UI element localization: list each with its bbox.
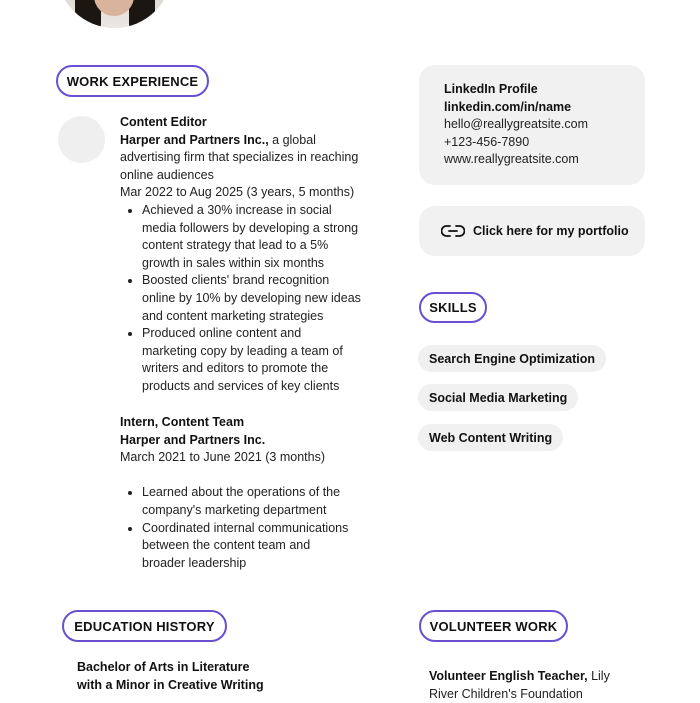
achievement-item: • Coordinated internal communications between the content team and broader leadership [142, 520, 370, 573]
achievement-item: • Boosted clients' brand recognition online by 10% by developing new ideas and content marketing strategies [142, 272, 370, 325]
job-company: Harper and Partners Inc., [120, 132, 269, 147]
website-url[interactable]: www.reallygreatsite.com [444, 152, 579, 167]
link-icon [441, 224, 465, 238]
job-company-desc-line: advertising firm that specializes in reaching [120, 150, 359, 165]
contact-card [419, 65, 645, 185]
phone-number: +123-456-7890 [444, 134, 530, 149]
skill-tag: Search Engine Optimization [418, 345, 606, 372]
portfolio-button[interactable] [419, 206, 645, 256]
achievement-item: • Achieved a 30% increase in social media followers by developing a strong content strategy that lead to a 5% growth in sales within six months [142, 202, 370, 272]
degree-line: Bachelor of Arts in Literature [77, 660, 250, 674]
job-achievements [120, 484, 370, 572]
work-experience-heading: WORK EXPERIENCE [56, 65, 209, 97]
job-dates: March 2021 to June 2021 (3 months) [120, 450, 325, 465]
linkedin-url[interactable]: linkedin.com/in/name [444, 99, 572, 114]
skills-heading: SKILLS [419, 292, 487, 323]
job-company-desc-line: online audiences [120, 167, 214, 182]
skill-tag: Social Media Marketing [418, 384, 578, 411]
skill-tag: Web Content Writing [418, 424, 563, 451]
job-dates: Mar 2022 to Aug 2025 (3 years, 5 months) [120, 185, 355, 200]
timeline-dot [58, 116, 105, 163]
education-heading: EDUCATION HISTORY [62, 610, 227, 642]
volunteer-entry [429, 668, 659, 703]
job-achievements [120, 202, 370, 396]
job-title: Content Editor [120, 115, 207, 129]
volunteer-heading: VOLUNTEER WORK [419, 610, 568, 642]
volunteer-org: River Children's Foundation [429, 686, 583, 701]
email-address[interactable]: hello@reallygreatsite.com [444, 117, 589, 132]
portfolio-label: Click here for my portfolio [473, 224, 629, 238]
job-entry [120, 414, 370, 572]
volunteer-org: Lily [587, 669, 610, 683]
job-company-line [120, 132, 370, 150]
achievement-item: • Learned about the operations of the company's marketing department [142, 484, 370, 519]
job-company: Harper and Partners Inc. [120, 432, 266, 447]
volunteer-role: Volunteer English Teacher, [429, 669, 588, 683]
job-title: Intern, Content Team [120, 415, 245, 429]
education-entry [77, 659, 337, 694]
linkedin-label: LinkedIn Profile [444, 82, 538, 96]
job-entry [120, 114, 370, 396]
profile-photo [57, 0, 172, 28]
achievement-item: • Produced online content and marketing copy by leading a team of writers and editors to promote the products and services of key clients [142, 325, 370, 395]
job-company-desc: a global [268, 132, 316, 147]
degree-line: with a Minor in Creative Writing [77, 677, 264, 692]
